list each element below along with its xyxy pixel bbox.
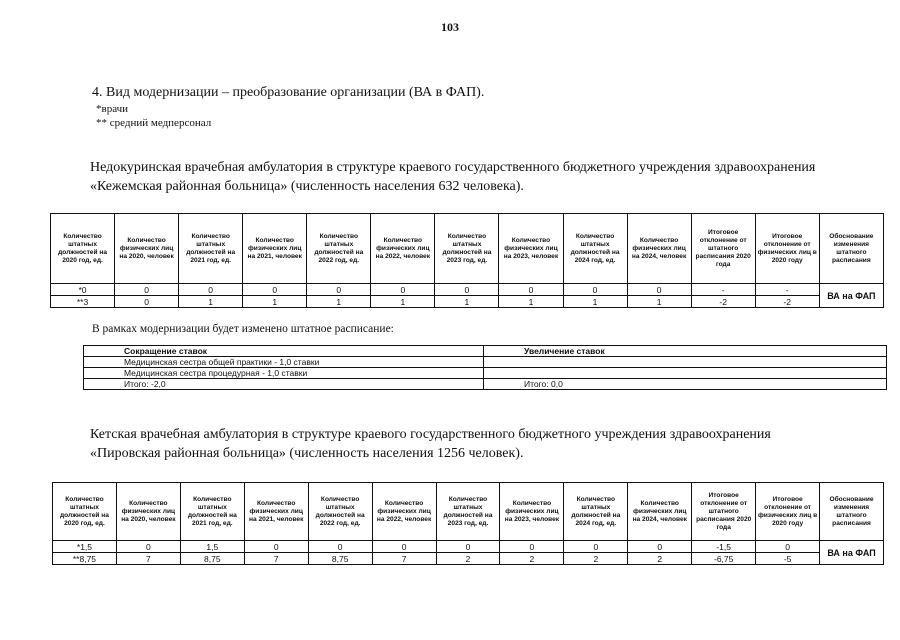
table-cell: - xyxy=(691,284,755,296)
table-cell: -1,5 xyxy=(692,541,756,553)
basis-cell: ВА на ФАП xyxy=(819,284,883,308)
table-cell: 1 xyxy=(371,296,435,308)
staffing-table-2 xyxy=(52,482,884,565)
column-header: Количество штатных должностей на 2022 год, ед. xyxy=(308,483,372,541)
legend-doctors: *врачи xyxy=(96,103,129,115)
table-cell: 0 xyxy=(115,284,179,296)
table-cell: -5 xyxy=(756,553,820,565)
table-cell: 1 xyxy=(243,296,307,308)
increase-item xyxy=(484,368,887,379)
table-cell: 2 xyxy=(564,553,628,565)
section-heading: 4. Вид модернизации – преобразование организации (ВА в ФАП). xyxy=(92,85,485,100)
table-cell: 1,5 xyxy=(180,541,244,553)
table-cell: 0 xyxy=(756,541,820,553)
staffing-table-1 xyxy=(50,213,884,308)
table-cell: -6,75 xyxy=(692,553,756,565)
table-cell: 0 xyxy=(179,284,243,296)
column-header: Количество физических лиц на 2023, человек xyxy=(500,483,564,541)
reduction-total: Итого: -2,0 xyxy=(84,379,484,390)
column-header: Количество штатных должностей на 2023 год, ед. xyxy=(435,214,499,284)
table-cell: **8,75 xyxy=(53,553,117,565)
column-header: Обоснование изменения штатного расписания xyxy=(820,483,884,541)
table-cell: 0 xyxy=(244,541,308,553)
column-header: Количество штатных должностей на 2021 год, ед. xyxy=(180,483,244,541)
table-cell: -2 xyxy=(755,296,819,308)
column-header: Количество физических лиц на 2021, человек xyxy=(243,214,307,284)
column-header: Итоговое отклонение от штатного расписания 2020 года xyxy=(691,214,755,284)
table-cell: 0 xyxy=(115,296,179,308)
staff-total-row xyxy=(84,379,887,390)
table-cell: 0 xyxy=(371,284,435,296)
table-cell: 0 xyxy=(500,541,564,553)
reduction-header: Сокращение ставок xyxy=(84,346,484,357)
table-cell: 0 xyxy=(564,541,628,553)
column-header: Итоговое отклонение от физических лиц в 2020 году xyxy=(755,214,819,284)
table-cell: 0 xyxy=(628,541,692,553)
table-cell: 1 xyxy=(563,296,627,308)
column-header: Количество штатных должностей на 2024 год, ед. xyxy=(564,483,628,541)
section1-description: Недокуринская врачебная амбулатория в структуре краевого государственного бюджетного учреждения здравоохранения «Кежемская районная больница» (численность населения 632 человека). xyxy=(90,160,816,194)
table-cell: 0 xyxy=(372,541,436,553)
modernization-note: В рамках модернизации будет изменено штатное расписание: xyxy=(92,323,394,335)
table-header-row xyxy=(51,214,884,284)
table-cell: 0 xyxy=(627,284,691,296)
table-cell: 0 xyxy=(307,284,371,296)
column-header: Количество физических лиц на 2024, человек xyxy=(627,214,691,284)
staff-row xyxy=(84,368,887,379)
column-header: Количество физических лиц на 2022, человек xyxy=(371,214,435,284)
table-cell: 0 xyxy=(499,284,563,296)
column-header: Количество физических лиц на 2020, человек xyxy=(115,214,179,284)
table-cell: 7 xyxy=(116,553,180,565)
column-header: Количество физических лиц на 2020, человек xyxy=(116,483,180,541)
table-row xyxy=(53,541,884,553)
section2-description: Кетская врачебная амбулатория в структуре краевого государственного бюджетного учреждения здравоохранения «Пировская районная больница» (численность населения 1256 человек). xyxy=(90,427,771,461)
table-cell: 0 xyxy=(563,284,627,296)
reduction-item: Медицинская сестра процедурная - 1,0 ставки xyxy=(84,368,484,379)
column-header: Количество штатных должностей на 2022 год, ед. xyxy=(307,214,371,284)
table-cell: -2 xyxy=(691,296,755,308)
table-cell: 0 xyxy=(435,284,499,296)
table-cell: 8,75 xyxy=(308,553,372,565)
increase-header: Увеличение ставок xyxy=(484,346,887,357)
column-header: Количество штатных должностей на 2020 год, ед. xyxy=(51,214,115,284)
table-cell: 7 xyxy=(244,553,308,565)
legend-mid-staff: ** средний медперсонал xyxy=(96,117,212,129)
column-header: Количество штатных должностей на 2021 год, ед. xyxy=(179,214,243,284)
table-cell: 1 xyxy=(627,296,691,308)
table-cell: 1 xyxy=(499,296,563,308)
table-cell: 8,75 xyxy=(180,553,244,565)
staff-row xyxy=(84,357,887,368)
table-cell: *1,5 xyxy=(53,541,117,553)
table-cell: 2 xyxy=(628,553,692,565)
column-header: Количество штатных должностей на 2020 год, ед. xyxy=(53,483,117,541)
increase-item xyxy=(484,357,887,368)
table-cell: 1 xyxy=(435,296,499,308)
table-cell: **3 xyxy=(51,296,115,308)
column-header: Итоговое отклонение от физических лиц в 2020 году xyxy=(756,483,820,541)
table-cell: 2 xyxy=(500,553,564,565)
table-header-row xyxy=(53,483,884,541)
page-number: 103 xyxy=(441,20,459,34)
table-cell: 0 xyxy=(116,541,180,553)
table-cell: 2 xyxy=(436,553,500,565)
column-header: Количество физических лиц на 2022, человек xyxy=(372,483,436,541)
column-header: Количество физических лиц на 2024, человек xyxy=(628,483,692,541)
column-header: Количество физических лиц на 2023, человек xyxy=(499,214,563,284)
column-header: Количество штатных должностей на 2024 год, ед. xyxy=(563,214,627,284)
column-header: Количество штатных должностей на 2023 год, ед. xyxy=(436,483,500,541)
table-row xyxy=(51,284,884,296)
staff-header-row xyxy=(84,346,887,357)
reduction-item: Медицинская сестра общей практики - 1,0 ставки xyxy=(84,357,484,368)
table-cell: 0 xyxy=(308,541,372,553)
table-cell: *0 xyxy=(51,284,115,296)
table-cell: 0 xyxy=(243,284,307,296)
staff-changes-table xyxy=(83,345,887,390)
table-cell: 1 xyxy=(179,296,243,308)
increase-total: Итого: 0,0 xyxy=(484,379,887,390)
table-cell: 7 xyxy=(372,553,436,565)
table-row xyxy=(51,296,884,308)
table-cell: 1 xyxy=(307,296,371,308)
table-cell: - xyxy=(755,284,819,296)
column-header: Обоснование изменения штатного расписания xyxy=(819,214,883,284)
table-row xyxy=(53,553,884,565)
table-cell: 0 xyxy=(436,541,500,553)
column-header: Итоговое отклонение от штатного расписания 2020 года xyxy=(692,483,756,541)
basis-cell: ВА на ФАП xyxy=(820,541,884,565)
column-header: Количество физических лиц на 2021, человек xyxy=(244,483,308,541)
